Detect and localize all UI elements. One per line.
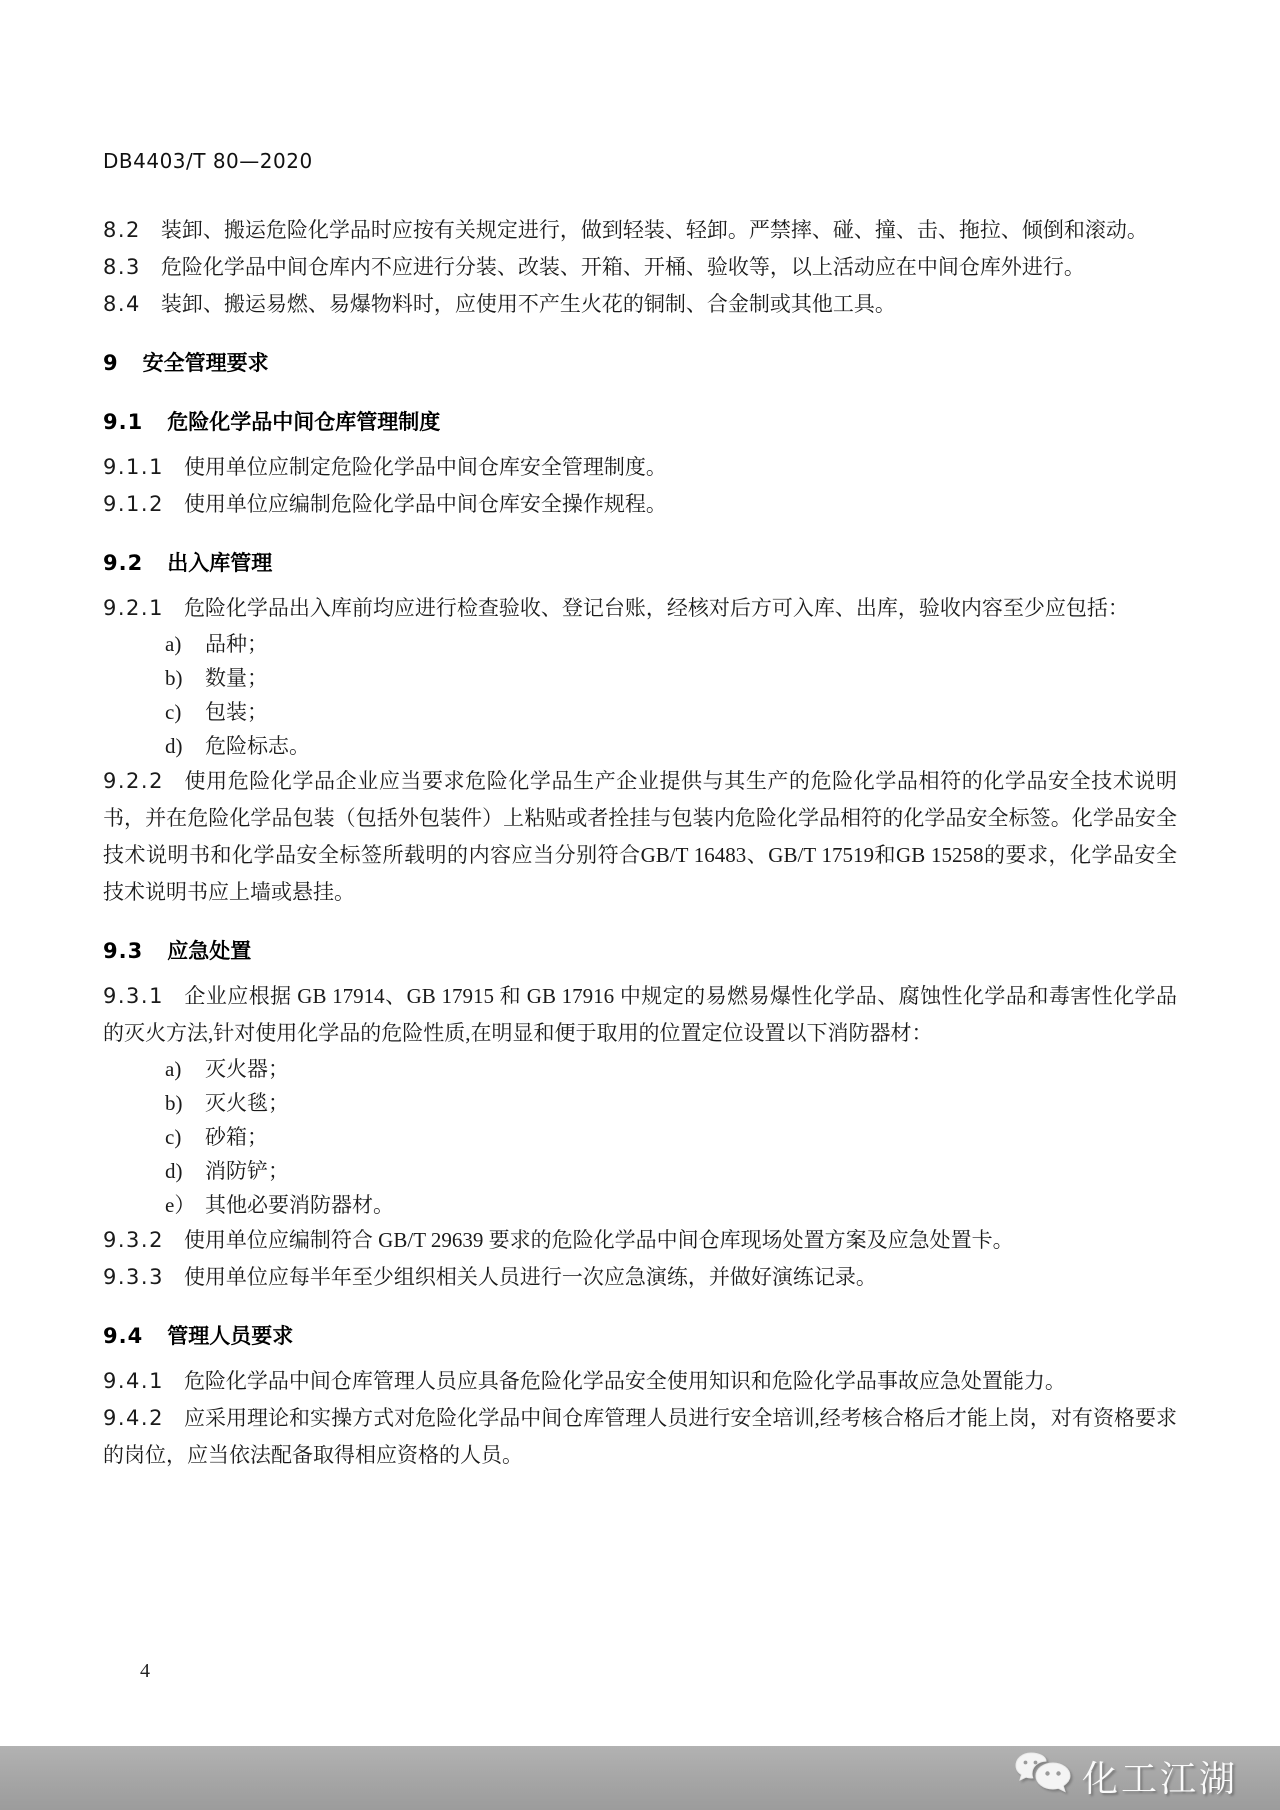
heading-9.1 bbox=[103, 404, 1177, 441]
list-item bbox=[103, 1086, 1177, 1120]
clause-number: 9.3.1 bbox=[103, 984, 164, 1008]
list-item-marker: d) bbox=[165, 734, 183, 758]
clause-9.3.3 bbox=[103, 1259, 1177, 1296]
list-item-text: 品种； bbox=[205, 632, 268, 656]
clause-text: 应急处置 bbox=[167, 939, 252, 963]
list-item-marker: b) bbox=[165, 1091, 183, 1115]
list-item-text: 消防铲； bbox=[205, 1159, 289, 1183]
clause-number: 9.1 bbox=[103, 410, 144, 434]
clause-number: 9.2.1 bbox=[103, 596, 164, 620]
clause-number: 8.2 bbox=[103, 218, 141, 242]
clause-9.1.1 bbox=[103, 449, 1177, 486]
dashed-list bbox=[103, 627, 1177, 763]
list-item bbox=[103, 1154, 1177, 1188]
clause-number: 9.3.2 bbox=[103, 1228, 164, 1252]
clause-number: 9.3 bbox=[103, 939, 144, 963]
clause-8.3 bbox=[103, 249, 1177, 286]
list-item bbox=[103, 1120, 1177, 1154]
clause-9.1.2 bbox=[103, 486, 1177, 523]
clause-text: 使用单位应制定危险化学品中间仓库安全管理制度。 bbox=[183, 455, 667, 479]
brand-text: 化工江湖 bbox=[1081, 1758, 1238, 1800]
standard-number-header: DB4403/T 80—2020 bbox=[103, 149, 313, 173]
clause-text: 装卸、搬运危险化学品时应按有关规定进行，做到轻装、轻卸。严禁摔、碰、撞、击、拖拉、倾倒和滚动。 bbox=[160, 218, 1148, 242]
clause-text: 危险化学品中间仓库管理制度 bbox=[167, 410, 441, 434]
list-item bbox=[103, 627, 1177, 661]
clause-text: 装卸、搬运易燃、易爆物料时，应使用不产生火花的铜制、合金制或其他工具。 bbox=[160, 292, 896, 316]
heading-9.4 bbox=[103, 1318, 1177, 1355]
list-item-marker: e） bbox=[165, 1193, 196, 1217]
heading-9 bbox=[103, 345, 1177, 382]
wechat-icon bbox=[1014, 1751, 1072, 1801]
clause-9.4.1 bbox=[103, 1363, 1177, 1400]
list-item-text: 其他必要消防器材。 bbox=[205, 1193, 394, 1217]
list-item bbox=[103, 1052, 1177, 1086]
list-item-marker: c) bbox=[165, 700, 182, 724]
clause-text: 企业应根据 GB 17914、GB 17915 和 GB 17916 中规定的易燃易爆性化学品、腐蚀性化学品和毒害性化学品的灭火方法,针对使用化学品的危险性质,在明显和便于取用的位置定位设置以下消防器材： bbox=[103, 984, 1177, 1045]
footer-brand-logo bbox=[1014, 1748, 1238, 1804]
list-item-text: 数量； bbox=[205, 666, 268, 690]
list-item-text: 砂箱； bbox=[205, 1125, 268, 1149]
clause-text: 危险化学品出入库前均应进行检查验收、登记台账，经核对后方可入库、出库，验收内容至少应包括： bbox=[183, 596, 1129, 620]
clause-number: 9.4 bbox=[103, 1324, 144, 1348]
clause-number: 8.3 bbox=[103, 255, 141, 279]
clause-number: 9.4.2 bbox=[103, 1406, 164, 1430]
clause-text: 危险化学品中间仓库管理人员应具备危险化学品安全使用知识和危险化学品事故应急处置能力。 bbox=[183, 1369, 1066, 1393]
page-number: 4 bbox=[140, 1660, 150, 1682]
list-item bbox=[103, 661, 1177, 695]
clause-text: 安全管理要求 bbox=[142, 351, 269, 375]
clause-text: 使用单位应每半年至少组织相关人员进行一次应急演练，并做好演练记录。 bbox=[183, 1265, 877, 1289]
clause-text: 使用单位应编制符合 GB/T 29639 要求的危险化学品中间仓库现场处置方案及应急处置卡。 bbox=[183, 1228, 1014, 1252]
clause-text: 使用单位应编制危险化学品中间仓库安全操作规程。 bbox=[183, 492, 667, 516]
list-item bbox=[103, 695, 1177, 729]
document-body bbox=[103, 212, 1177, 1474]
list-item-text: 灭火器； bbox=[205, 1057, 289, 1081]
footer-watermark-band bbox=[0, 1746, 1280, 1810]
list-item-marker: a) bbox=[165, 1057, 182, 1081]
clause-number: 9.1.1 bbox=[103, 455, 164, 479]
clause-number: 8.4 bbox=[103, 292, 141, 316]
clause-number: 9.2 bbox=[103, 551, 144, 575]
clause-9.4.2 bbox=[103, 1400, 1177, 1474]
list-item-marker: d) bbox=[165, 1159, 183, 1183]
clause-9.3.1 bbox=[103, 978, 1177, 1052]
clause-number: 9 bbox=[103, 351, 119, 375]
clause-8.2 bbox=[103, 212, 1177, 249]
clause-9.3.2 bbox=[103, 1222, 1177, 1259]
clause-9.2.1 bbox=[103, 590, 1177, 627]
clause-number: 9.4.1 bbox=[103, 1369, 164, 1393]
list-item-text: 危险标志。 bbox=[205, 734, 310, 758]
clause-text: 应采用理论和实操方式对危险化学品中间仓库管理人员进行安全培训,经考核合格后才能上岗，对有资格要求的岗位，应当依法配备取得相应资格的人员。 bbox=[103, 1406, 1177, 1467]
list-item-marker: b) bbox=[165, 666, 183, 690]
clause-9.2.2 bbox=[103, 763, 1177, 911]
heading-9.2 bbox=[103, 545, 1177, 582]
list-item-marker: a) bbox=[165, 632, 182, 656]
clause-number: 9.2.2 bbox=[103, 769, 164, 793]
list-item-text: 灭火毯； bbox=[205, 1091, 289, 1115]
list-item-text: 包装； bbox=[205, 700, 268, 724]
heading-9.3 bbox=[103, 933, 1177, 970]
clause-text: 管理人员要求 bbox=[167, 1324, 294, 1348]
clause-text: 使用危险化学品企业应当要求危险化学品生产企业提供与其生产的危险化学品相符的化学品安全技术说明书，并在危险化学品包装（包括外包装件）上粘贴或者拴挂与包装内危险化学品相符的化学品安全标签。化学品安全技术说明书和化学品安全标签所载明的内容应当分别符合GB/T 16483、GB/T 17519和GB 15258的要求，化学品安全技术说明书应上墙或悬挂。 bbox=[103, 769, 1177, 904]
list-item-marker: c) bbox=[165, 1125, 182, 1149]
clause-text: 出入库管理 bbox=[167, 551, 273, 575]
clause-number: 9.3.3 bbox=[103, 1265, 164, 1289]
list-item bbox=[103, 729, 1177, 763]
dashed-list bbox=[103, 1052, 1177, 1222]
clause-8.4 bbox=[103, 286, 1177, 323]
clause-number: 9.1.2 bbox=[103, 492, 164, 516]
clause-text: 危险化学品中间仓库内不应进行分装、改装、开箱、开桶、验收等，以上活动应在中间仓库外进行。 bbox=[160, 255, 1085, 279]
list-item bbox=[103, 1188, 1177, 1222]
